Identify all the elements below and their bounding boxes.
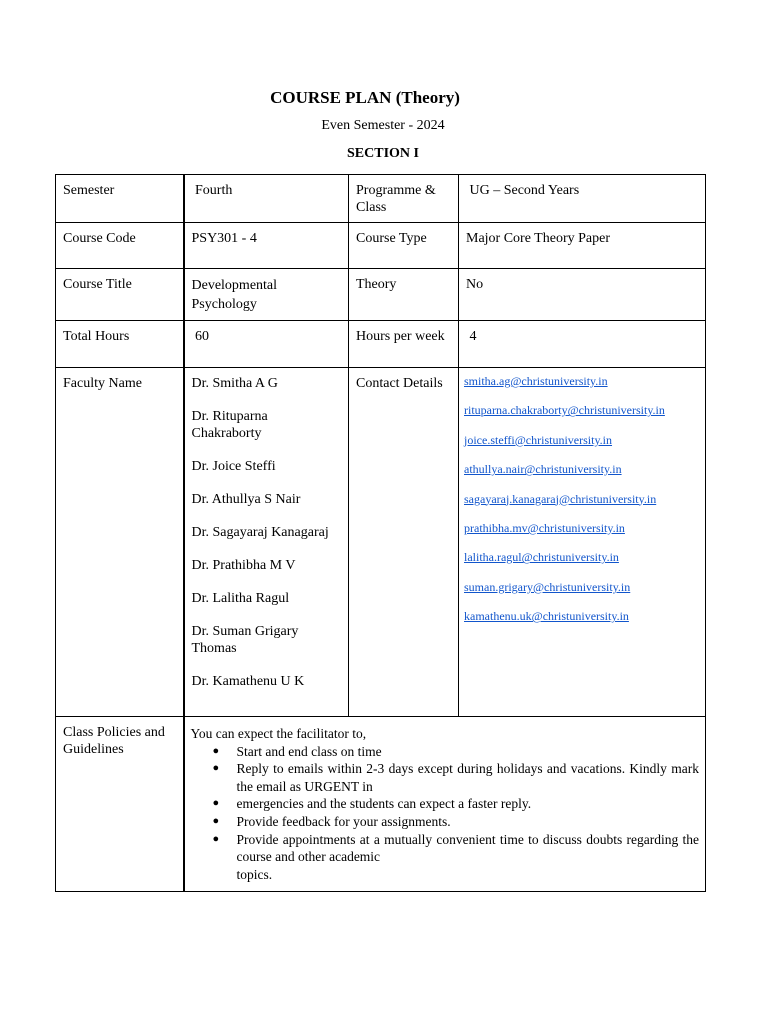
policies-label: Class Policies and Guidelines bbox=[63, 725, 165, 757]
policies-list bbox=[191, 743, 700, 884]
course-type-label: Course Type bbox=[356, 231, 427, 246]
email-link[interactable]: rituparna.chakraborty@christuniversity.in bbox=[464, 403, 665, 418]
label-cell bbox=[349, 175, 459, 223]
course-code-label: Course Code bbox=[63, 231, 136, 246]
page-title: COURSE PLAN (Theory) bbox=[270, 88, 460, 107]
policy-text: Provide feedback for your assignments. bbox=[236, 813, 451, 829]
section-heading: SECTION I bbox=[347, 146, 419, 161]
table-row bbox=[56, 269, 706, 321]
email-link[interactable]: sagayaraj.kanagaraj@christuniversity.in bbox=[464, 491, 657, 506]
label-cell bbox=[349, 321, 459, 368]
list-item bbox=[191, 760, 700, 795]
email-list bbox=[459, 368, 705, 645]
table-row bbox=[56, 321, 706, 368]
semester-value: Fourth bbox=[191, 183, 233, 198]
faculty-name: Dr. Lalitha Ragul bbox=[191, 591, 290, 606]
table-row bbox=[56, 175, 706, 223]
list-item bbox=[191, 743, 700, 761]
label-cell bbox=[349, 368, 459, 717]
course-title-label: Course Title bbox=[63, 277, 132, 292]
faculty-name: Dr. Athullya S Nair bbox=[191, 492, 301, 507]
email-link[interactable]: joice.steffi@christuniversity.in bbox=[464, 432, 613, 447]
programme-label: Programme & Class bbox=[356, 183, 436, 215]
faculty-name-label: Faculty Name bbox=[63, 376, 142, 391]
value-cell bbox=[459, 321, 706, 368]
email-link[interactable]: kamathenu.uk@christuniversity.in bbox=[464, 609, 629, 624]
value-cell bbox=[184, 269, 349, 321]
faculty-name: Dr. Rituparna Chakraborty bbox=[191, 409, 268, 441]
email-link[interactable]: smitha.ag@christuniversity.in bbox=[464, 374, 608, 388]
course-type-value: Major Core Theory Paper bbox=[466, 231, 610, 246]
faculty-name: Dr. Suman Grigary Thomas bbox=[191, 624, 299, 656]
bullet-icon: ● bbox=[212, 762, 220, 775]
theory-label: Theory bbox=[356, 277, 397, 292]
label-cell bbox=[56, 269, 184, 321]
email-link[interactable]: suman.grigary@christuniversity.in bbox=[464, 579, 631, 594]
hours-per-week-label: Hours per week bbox=[356, 329, 445, 344]
list-item bbox=[191, 831, 700, 866]
email-link[interactable]: athullya.nair@christuniversity.in bbox=[464, 462, 622, 477]
faculty-name: Dr. Sagayaraj Kanagaraj bbox=[191, 525, 329, 540]
course-title-value: Developmental Psychology bbox=[191, 278, 278, 312]
faculty-list bbox=[185, 368, 349, 696]
theory-value: No bbox=[466, 277, 484, 292]
label-cell bbox=[56, 175, 184, 223]
policy-text: Start and end class on time bbox=[236, 743, 382, 759]
value-cell bbox=[459, 223, 706, 269]
faculty-name: Dr. Joice Steffi bbox=[191, 459, 276, 474]
value-cell bbox=[459, 175, 706, 223]
semester-label: Semester bbox=[63, 183, 115, 198]
bullet-icon: ● bbox=[212, 832, 220, 845]
policy-text: Reply to emails within 2-3 days except during holidays and vacations. Kindly mark the email as URGENT in bbox=[236, 761, 699, 794]
policy-continuation: topics. bbox=[236, 866, 273, 882]
table-row bbox=[56, 223, 706, 269]
faculty-name: Dr. Smitha A G bbox=[191, 376, 278, 391]
total-hours-value: 60 bbox=[191, 329, 209, 344]
email-link[interactable]: lalitha.ragul@christuniversity.in bbox=[464, 550, 619, 565]
value-cell bbox=[184, 321, 349, 368]
label-cell bbox=[349, 269, 459, 321]
hours-per-week-value: 4 bbox=[466, 329, 477, 344]
faculty-name: Dr. Prathibha M V bbox=[191, 558, 296, 573]
policy-text: Provide appointments at a mutually convenient time to discuss doubts regarding the course and other academic bbox=[236, 831, 699, 865]
label-cell bbox=[349, 223, 459, 269]
email-list-cell bbox=[459, 368, 706, 717]
bullet-icon: ● bbox=[212, 797, 220, 810]
contact-details-label: Contact Details bbox=[356, 376, 443, 391]
policies-intro: You can expect the facilitator to, bbox=[190, 726, 367, 741]
course-code-value: PSY301 - 4 bbox=[191, 231, 257, 246]
list-item bbox=[191, 795, 700, 813]
policies-content bbox=[185, 717, 706, 891]
label-cell bbox=[56, 321, 184, 368]
label-cell bbox=[56, 223, 184, 269]
course-plan-table bbox=[55, 174, 706, 892]
faculty-name: Dr. Kamathenu U K bbox=[191, 674, 305, 689]
bullet-icon: ● bbox=[212, 744, 220, 757]
label-cell bbox=[56, 368, 184, 717]
label-cell bbox=[56, 717, 184, 892]
total-hours-label: Total Hours bbox=[63, 329, 130, 344]
programme-value: UG – Second Years bbox=[466, 183, 580, 198]
value-cell bbox=[184, 175, 349, 223]
policy-text: emergencies and the students can expect a faster reply. bbox=[236, 796, 532, 812]
table-row bbox=[56, 717, 706, 892]
faculty-list-cell bbox=[184, 368, 349, 717]
list-item bbox=[191, 813, 700, 831]
bullet-icon: ● bbox=[212, 814, 220, 827]
value-cell bbox=[459, 269, 706, 321]
policies-cell bbox=[184, 717, 706, 892]
value-cell bbox=[184, 223, 349, 269]
email-link[interactable]: prathibha.mv@christuniversity.in bbox=[464, 520, 625, 535]
table-row bbox=[56, 368, 706, 717]
semester-subtitle: Even Semester - 2024 bbox=[321, 118, 445, 133]
